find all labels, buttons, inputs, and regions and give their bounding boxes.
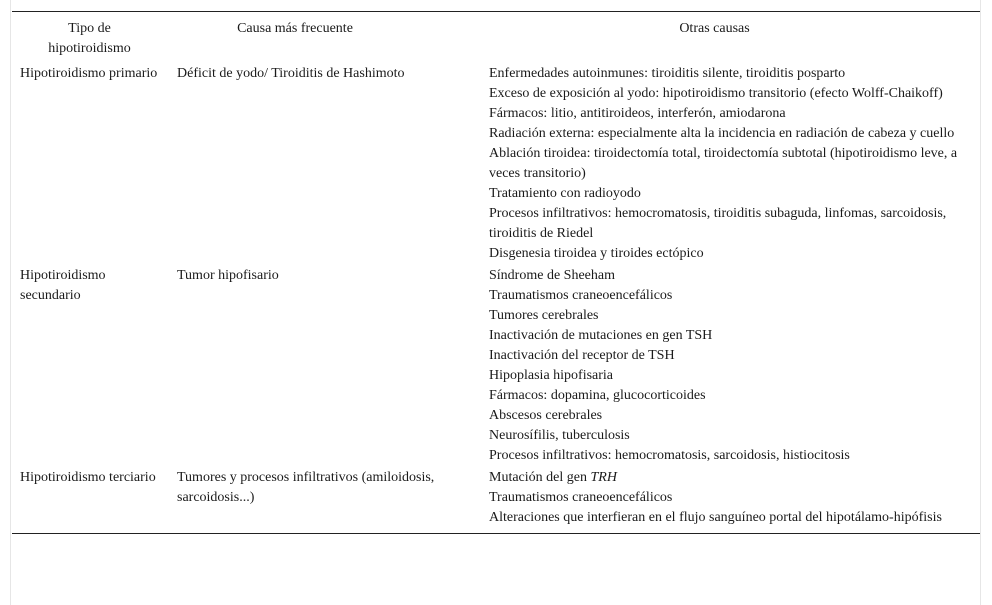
otras-item: Tratamiento con radioyodo <box>489 186 641 201</box>
otras-cell <box>481 264 980 466</box>
causa-cell: Tumores y procesos infiltrativos (amiloidosis, sarcoidosis...) <box>177 470 435 505</box>
otras-item: Procesos infiltrativos: hemocromatosis, sarcoidosis, histiocitosis <box>489 448 850 463</box>
causa-cell: Déficit de yodo/ Tiroiditis de Hashimoto <box>177 66 405 81</box>
otras-item: Síndrome de Sheeham <box>489 268 615 283</box>
table-row <box>12 59 980 264</box>
otras-item: Fármacos: dopamina, glucocorticoides <box>489 388 706 403</box>
otras-item: Procesos infiltrativos: hemocromatosis, tiroiditis subaguda, linfomas, sarcoidosis, tiroiditis de Riedel <box>489 206 947 241</box>
otras-cell <box>481 59 980 264</box>
otras-item: Radiación externa: especialmente alta la incidencia en radiación de cabeza y cuello <box>489 126 955 141</box>
otras-item: Traumatismos craneoencefálicos <box>489 490 673 505</box>
otras-item: Exceso de exposición al yodo: hipotiroidismo transitorio (efecto Wolff-Chaikoff) <box>489 86 943 101</box>
causa-cell: Tumor hipofisario <box>177 268 279 283</box>
otras-cell <box>481 466 980 534</box>
header-otras: Otras causas <box>679 21 750 36</box>
otras-item-prefix: Mutación del gen <box>489 470 591 485</box>
tipo-cell: Hipotiroidismo terciario <box>20 470 156 485</box>
otras-item: Inactivación de mutaciones en gen TSH <box>489 328 713 343</box>
table-row <box>12 264 980 466</box>
otras-item: Inactivación del receptor de TSH <box>489 348 675 363</box>
otras-item: Ablación tiroidea: tiroidectomía total, tiroidectomía subtotal (hipotiroidismo leve, a veces transitorio) <box>489 146 958 181</box>
otras-item: Neurosífilis, tuberculosis <box>489 428 630 443</box>
table-row <box>12 466 980 534</box>
header-causa: Causa más frecuente <box>237 21 353 36</box>
header-tipo: Tipo de hipotiroidismo <box>48 21 131 56</box>
otras-item: Hipoplasia hipofisaria <box>489 368 614 383</box>
otras-item: Tumores cerebrales <box>489 308 599 323</box>
gene-name: TRH <box>590 470 617 485</box>
tipo-cell: Hipotiroidismo primario <box>20 66 158 81</box>
otras-item: Enfermedades autoinmunes: tiroiditis silente, tiroiditis posparto <box>489 66 846 81</box>
otras-item <box>489 468 972 488</box>
otras-item: Disgenesia tiroidea y tiroides ectópico <box>489 246 704 261</box>
hypothyroidism-table <box>12 11 980 534</box>
otras-item: Alteraciones que interfieran en el flujo sanguíneo portal del hipotálamo-hipófisis <box>489 510 942 525</box>
otras-item: Traumatismos craneoencefálicos <box>489 288 673 303</box>
otras-item: Fármacos: litio, antitiroideos, interferón, amiodarona <box>489 106 786 121</box>
otras-item: Abscesos cerebrales <box>489 408 603 423</box>
header-row <box>12 12 980 60</box>
tipo-cell: Hipotiroidismo secundario <box>20 268 106 303</box>
